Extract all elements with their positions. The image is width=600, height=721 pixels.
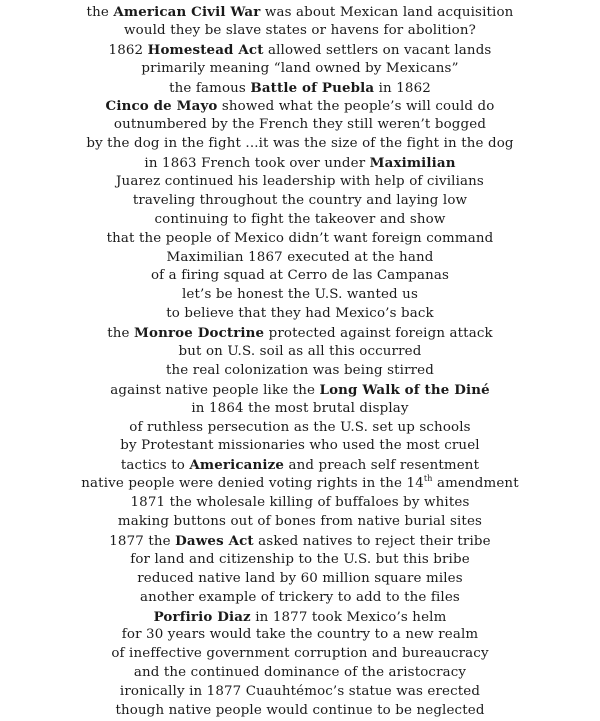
poem-line xyxy=(0,173,600,192)
line-text: amendment xyxy=(432,476,519,492)
poem-line xyxy=(0,267,600,286)
bold-term: Maximilian xyxy=(369,155,456,172)
line-text: the real colonization was being stirred xyxy=(166,362,434,378)
line-text: for land and citizenship to the U.S. but this bribe xyxy=(130,551,470,567)
line-text: asked natives to reject their tribe xyxy=(253,533,491,549)
line-text: traveling throughout the country and laying low xyxy=(132,192,468,208)
line-text: was about Mexican land acquisition xyxy=(260,5,514,20)
line-text: would they be slave states or havens for abolition? xyxy=(124,22,476,38)
line-text: of ruthless persecution as the U.S. set up schools xyxy=(129,419,471,435)
bold-term: Americanize xyxy=(189,457,285,474)
line-text: the famous xyxy=(169,80,251,96)
poem-line xyxy=(0,475,600,494)
line-text: for 30 years would take the country to a new realm xyxy=(121,627,479,643)
poem-text xyxy=(0,3,600,721)
line-text: of a firing squad at Cerro de las Campanas xyxy=(150,268,450,284)
poem-line xyxy=(0,551,600,570)
poem-line xyxy=(0,249,600,268)
poem-line xyxy=(0,608,600,627)
line-text: by the dog in the fight ...it was the size of the fight in the dog xyxy=(86,136,514,152)
poem-line xyxy=(0,570,600,589)
bold-term: Homestead Act xyxy=(147,41,264,58)
line-text: and preach self resentment xyxy=(284,458,480,474)
poem-line xyxy=(0,419,600,438)
line-text: tactics to xyxy=(120,458,190,474)
line-text: against native people like the xyxy=(110,382,320,398)
line-text: but on U.S. soil as all this occurred xyxy=(178,344,422,360)
line-text: making buttons out of bones from native burial sites xyxy=(117,514,483,530)
line-text: by Protestant missionaries who used the most cruel xyxy=(120,438,480,454)
poem-line xyxy=(0,400,600,419)
line-text: Maximilian 1867 executed at the hand xyxy=(166,249,434,265)
poem-line xyxy=(0,79,600,98)
poem-line xyxy=(0,494,600,513)
poem-line xyxy=(0,324,600,343)
poem-line xyxy=(0,116,600,135)
bold-term: Porfirio Diaz xyxy=(153,608,251,625)
line-text: continuing to fight the takeover and show xyxy=(154,211,446,227)
poem-line xyxy=(0,154,600,173)
poem-line xyxy=(0,437,600,456)
line-text: protected against foreign attack xyxy=(264,326,493,342)
line-text: let’s be honest the U.S. wanted us xyxy=(182,287,418,303)
line-text: in 1863 French took over under xyxy=(144,156,370,172)
poem-line xyxy=(0,362,600,381)
line-text: in 1877 took Mexico’s helm xyxy=(250,609,447,625)
line-text: in 1864 the most brutal display xyxy=(191,400,409,416)
poem-line xyxy=(0,305,600,324)
poem-line xyxy=(0,211,600,230)
line-text: 1877 the xyxy=(109,533,176,549)
poem-line xyxy=(0,60,600,79)
poem-line xyxy=(0,664,600,683)
poem-line xyxy=(0,135,600,154)
poem-line xyxy=(0,192,600,211)
bold-term: Monroe Doctrine xyxy=(134,325,265,342)
poem-line xyxy=(0,532,600,551)
poem-line xyxy=(0,683,600,702)
line-text: though native people would continue to be neglected xyxy=(115,702,485,718)
bold-term: Long Walk of the Diné xyxy=(319,381,490,398)
poem-line xyxy=(0,41,600,60)
line-text: 1862 xyxy=(108,42,148,58)
poem-line xyxy=(0,343,600,362)
line-text: in 1862 xyxy=(374,80,431,96)
superscript: th xyxy=(423,474,433,484)
line-text: the xyxy=(86,5,114,20)
line-text: that the people of Mexico didn’t want foreign command xyxy=(106,230,494,246)
line-text: native people were denied voting rights in the 14 xyxy=(81,476,424,492)
line-text: reduced native land by 60 million square miles xyxy=(137,570,463,586)
poem-line xyxy=(0,230,600,249)
line-text: of ineffective government corruption and bureaucracy xyxy=(111,646,489,662)
line-text: to believe that they had Mexico’s back xyxy=(166,306,434,322)
poem-line xyxy=(0,589,600,608)
line-text: outnumbered by the French they still weren’t bogged xyxy=(113,117,487,133)
bold-term: Cinco de Mayo xyxy=(105,98,218,115)
poem-line xyxy=(0,626,600,645)
line-text: another example of trickery to add to the files xyxy=(140,589,460,605)
line-text: allowed settlers on vacant lands xyxy=(263,42,492,58)
poem-line xyxy=(0,97,600,116)
line-text: 1871 the wholesale killing of buffaloes by whites xyxy=(130,495,470,511)
line-text: primarily meaning “land owned by Mexicans” xyxy=(141,60,459,76)
poem-line xyxy=(0,381,600,400)
poem-line xyxy=(0,456,600,475)
bold-term: American Civil War xyxy=(113,4,261,20)
line-text: Juarez continued his leadership with help of civilians xyxy=(116,174,484,190)
poem-line xyxy=(0,286,600,305)
line-text: ironically in 1877 Cuauhtémoc’s statue was erected xyxy=(119,684,481,700)
bold-term: Dawes Act xyxy=(175,532,254,549)
bold-term: Battle of Puebla xyxy=(250,79,375,96)
poem-line xyxy=(0,513,600,532)
poem-line xyxy=(0,702,600,721)
line-text: the xyxy=(107,326,135,342)
poem-line xyxy=(0,3,600,22)
line-text: and the continued dominance of the aristocracy xyxy=(133,665,467,681)
poem-line xyxy=(0,22,600,41)
line-text: showed what the people’s will could do xyxy=(217,99,495,115)
poem-line xyxy=(0,645,600,664)
